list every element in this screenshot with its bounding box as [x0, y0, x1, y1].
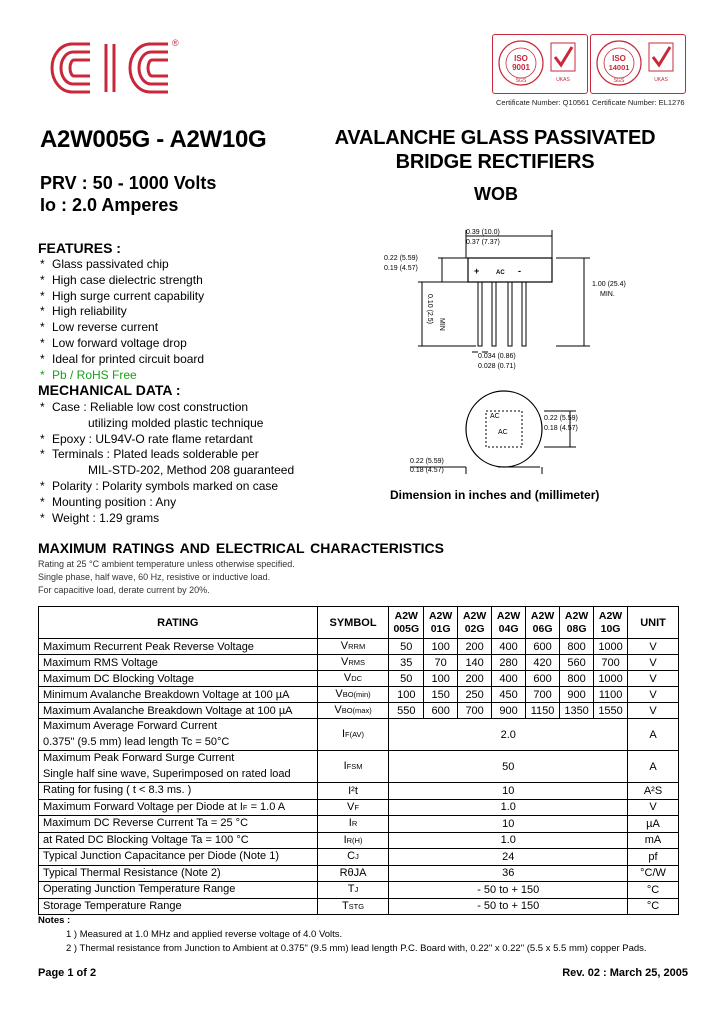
value-cell: 1350: [560, 703, 594, 719]
cert-caption-9001: Certificate Number: Q10561: [496, 98, 590, 107]
value-cell: - 50 to + 150: [389, 898, 628, 915]
table-row: [39, 703, 679, 719]
value-cell: 35: [389, 655, 424, 671]
rating-cell: [39, 898, 318, 915]
pol-plus: +: [474, 266, 480, 276]
rating-cell: [39, 751, 318, 783]
rating-line: at Rated DC Blocking Voltage Ta = 100 °C: [43, 833, 249, 846]
rating-line: Typical Thermal Resistance (Note 2): [43, 866, 221, 879]
value-cell: 150: [424, 687, 458, 703]
rating-cell: [39, 816, 318, 833]
table-row: [39, 799, 679, 816]
eic-logo: [50, 38, 182, 100]
symbol-subscript: J: [354, 885, 359, 895]
unit-cell: V: [628, 655, 679, 671]
rating-line: Typical Junction Capacitance per Diode (Note 1): [43, 850, 280, 862]
notes-section: [38, 914, 647, 956]
rating-cell: Maximum Recurrent Peak Reverse Voltage: [39, 639, 318, 655]
symbol-subscript: F: [354, 802, 359, 812]
list-item: utilizing molded plastic technique: [88, 415, 264, 430]
value-cell: 1000: [594, 671, 628, 687]
part-title: A2W005G - A2W10G: [40, 126, 267, 153]
iso9001-seal-icon: [493, 35, 586, 92]
unit-cell: V: [628, 703, 679, 719]
value-cell: 200: [458, 671, 492, 687]
dim-body-h2: MIN: [438, 318, 445, 331]
value-cell: 50: [389, 639, 424, 655]
value-cell: 700: [594, 655, 628, 671]
dim-r1: 0.22 (5.59): [544, 415, 578, 422]
value-cell: 1550: [594, 703, 628, 719]
pol-ac: AC: [496, 270, 505, 276]
symbol-subscript: BO(max): [341, 706, 372, 715]
table-row: [39, 751, 679, 783]
max-ratings-title: MAXIMUM RATINGS AND ELECTRICAL CHARACTERISTICS: [38, 540, 444, 556]
unit-cell: °C/W: [628, 865, 679, 882]
table-row: [39, 719, 679, 751]
value-cell: 420: [526, 655, 560, 671]
value-cell: 700: [526, 687, 560, 703]
dimension-caption: Dimension in inches and (millimeter): [390, 488, 600, 502]
dim-w1: 0.39 (10.0): [466, 229, 500, 236]
features-heading: FEATURES :: [38, 240, 121, 256]
dim-h2: 0.19 (4.57): [384, 265, 418, 272]
unit-cell: °C: [628, 898, 679, 915]
list-item: * Terminals : Plated leads solderable per: [38, 447, 294, 463]
rating-cell: [39, 799, 318, 816]
symbol-cell: IR(H): [317, 832, 389, 849]
value-cell: 900: [560, 687, 594, 703]
symbol-cell: VDC: [317, 671, 389, 687]
value-cell: 400: [492, 639, 526, 655]
symbol-cell: IR: [317, 816, 389, 833]
rating-line: Maximum Peak Forward Surge Current: [43, 752, 235, 764]
rating-cell: [39, 849, 318, 866]
unit-cell: mA: [628, 832, 679, 849]
list-item: * Case : Reliable low cost construction: [38, 400, 294, 416]
ratings-table: [38, 606, 679, 915]
value-cell: 700: [458, 703, 492, 719]
iso14001-seal-icon: [591, 35, 684, 92]
value-cell: 280: [492, 655, 526, 671]
unit-cell: V: [628, 799, 679, 816]
value-cell: 50: [389, 751, 628, 783]
svg-text:14001: 14001: [608, 63, 630, 72]
symbol-subscript: J: [355, 852, 359, 862]
list-item: * High reliability: [38, 304, 204, 320]
value-cell: 550: [389, 703, 424, 719]
header-part: A2W 06G: [526, 607, 560, 639]
header-unit: UNIT: [628, 607, 679, 639]
value-cell: 200: [458, 639, 492, 655]
unit-cell: V: [628, 639, 679, 655]
header-part: A2W 08G: [560, 607, 594, 639]
symbol-cell: VF: [317, 799, 389, 816]
unit-cell: A²S: [628, 783, 679, 800]
value-cell: 400: [492, 671, 526, 687]
value-cell: 600: [424, 703, 458, 719]
revision-date: Rev. 02 : March 25, 2005: [562, 967, 688, 979]
unit-cell: °C: [628, 882, 679, 899]
table-header-row: [39, 607, 679, 639]
value-cell: 10: [389, 816, 628, 833]
product-title-line2: BRIDGE RECTIFIERS: [395, 151, 595, 173]
dim-h1: 0.22 (5.59): [384, 255, 418, 262]
rating-line: Rating for fusing ( t < 8.3 ms. ): [43, 784, 192, 796]
value-cell: 1.0: [389, 832, 628, 849]
rating-note: Single phase, half wave, 60 Hz, resistive or inductive load.: [38, 572, 271, 582]
rating-line: 0.375" (9.5 mm) lead length Tc = 50°C: [43, 735, 230, 748]
value-cell: 70: [424, 655, 458, 671]
value-cell: 24: [389, 849, 628, 866]
prv-text: PRV : 50 - 1000 Volts: [40, 173, 217, 193]
mechanical-list: [38, 400, 294, 526]
value-cell: 450: [492, 687, 526, 703]
value-cell: 600: [526, 639, 560, 655]
max-ratings-notes: [38, 558, 295, 597]
table-row: [39, 639, 679, 655]
rating-cell: [39, 882, 318, 899]
symbol-subscript: STG: [348, 901, 365, 911]
rating-line: Storage Temperature Range: [43, 899, 182, 912]
dim-ld2: 0.028 (0.71): [478, 363, 516, 370]
symbol-subscript: DC: [351, 674, 363, 683]
rating-note: Rating at 25 °C ambient temperature unless otherwise specified.: [38, 559, 295, 569]
symbol-cell: IFSM: [317, 751, 389, 783]
unit-cell: A: [628, 751, 679, 783]
note-2: 2 ) Thermal resistance from Junction to Ambient at 0.375" (9.5 mm) lead length P.C. Board with, 0.22" x 0.22" (5.5 x 5.5 mm) copper Pads.: [66, 943, 647, 954]
list-item: * Weight : 1.29 grams: [38, 511, 294, 527]
value-cell: 800: [560, 639, 594, 655]
symbol-subscript: RMS: [348, 658, 366, 667]
value-cell: 900: [492, 703, 526, 719]
value-cell: 1150: [526, 703, 560, 719]
unit-cell: pf: [628, 849, 679, 866]
symbol-subscript: R(H): [346, 835, 363, 845]
product-title: [316, 126, 674, 174]
package-name: WOB: [474, 184, 518, 204]
list-item: * High surge current capability: [38, 289, 204, 305]
table-row: [39, 783, 679, 800]
symbol-subscript: BO(min): [342, 690, 371, 699]
symbol-cell: VBO(min): [317, 687, 389, 703]
table-row: [39, 849, 679, 866]
header-part: A2W 04G: [492, 607, 526, 639]
header-rating: RATING: [39, 607, 318, 639]
svg-text:UKAS: UKAS: [654, 77, 668, 83]
bottom-ac-top: AC: [490, 413, 500, 420]
rating-cell: [39, 719, 318, 751]
table-row: [39, 898, 679, 915]
dim-b1: 0.22 (5.59): [410, 458, 444, 465]
unit-cell: V: [628, 687, 679, 703]
table-row: [39, 882, 679, 899]
list-item-rohs: * Pb / RoHS Free: [38, 368, 204, 384]
symbol-subscript: RRM: [348, 642, 366, 651]
unit-cell: µA: [628, 816, 679, 833]
header-symbol: SYMBOL: [317, 607, 389, 639]
list-item: * High case dielectric strength: [38, 273, 204, 289]
svg-text:ISO: ISO: [612, 54, 626, 63]
value-cell: 560: [560, 655, 594, 671]
dim-body-h: 0.10 (2.5): [426, 294, 433, 324]
dim-lead2: MIN.: [600, 291, 615, 298]
io-text: Io : 2.0 Amperes: [40, 195, 179, 215]
value-cell: - 50 to + 150: [389, 882, 628, 899]
bottom-ac-mid: AC: [498, 429, 508, 436]
rating-line: Single half sine wave, Superimposed on rated load: [43, 767, 291, 780]
list-item: * Glass passivated chip: [38, 257, 204, 273]
page-number: Page 1 of 2: [38, 967, 97, 979]
rating-line: Maximum DC Reverse Current Ta = 25 °C: [43, 817, 249, 829]
ratings-summary: [40, 172, 216, 216]
list-item: * Ideal for printed circuit board: [38, 352, 204, 368]
unit-cell: A: [628, 719, 679, 751]
symbol-subscript: FSM: [346, 762, 363, 771]
table-row: [39, 671, 679, 687]
list-item: * Mounting position : Any: [38, 495, 294, 511]
svg-text:SGS: SGS: [515, 78, 527, 84]
value-cell: 2.0: [389, 719, 628, 751]
rating-line: Operating Junction Temperature Range: [43, 883, 236, 895]
table-row: [39, 832, 679, 849]
list-item: * Polarity : Polarity symbols marked on case: [38, 479, 294, 495]
value-cell: 1000: [594, 639, 628, 655]
iso9001-cert: [492, 34, 588, 94]
table-row: [39, 687, 679, 703]
value-cell: 250: [458, 687, 492, 703]
dim-lead1: 1.00 (25.4): [592, 281, 626, 288]
value-cell: 1100: [594, 687, 628, 703]
note-1: 1 ) Measured at 1.0 MHz and applied reverse voltage of 4.0 Volts.: [66, 929, 343, 940]
symbol-cell: VRMS: [317, 655, 389, 671]
list-item: * Low reverse current: [38, 320, 204, 336]
unit-cell: V: [628, 671, 679, 687]
rating-cell: Maximum DC Blocking Voltage: [39, 671, 318, 687]
rating-note: For capacitive load, derate current by 20%.: [38, 585, 210, 595]
table-row: [39, 865, 679, 882]
dim-ld1: 0.034 (0.86): [478, 353, 516, 360]
symbol-cell: IF(AV): [317, 719, 389, 751]
value-cell: 10: [389, 783, 628, 800]
header-part: A2W 01G: [424, 607, 458, 639]
symbol-cell: CJ: [317, 849, 389, 866]
rating-cell: Maximum RMS Voltage: [39, 655, 318, 671]
header-part: A2W 10G: [594, 607, 628, 639]
svg-text:ISO: ISO: [514, 54, 528, 63]
symbol-cell: RθJA: [317, 865, 389, 882]
symbol-cell: I²t: [317, 783, 389, 800]
value-cell: 100: [424, 671, 458, 687]
product-title-line1: AVALANCHE GLASS PASSIVATED: [334, 127, 656, 149]
value-cell: 100: [389, 687, 424, 703]
features-list: [38, 257, 204, 383]
list-item: MIL-STD-202, Method 208 guaranteed: [88, 463, 295, 478]
value-cell: 100: [424, 639, 458, 655]
value-cell: 600: [526, 671, 560, 687]
list-item: * Low forward voltage drop: [38, 336, 204, 352]
svg-text:SGS: SGS: [613, 78, 625, 84]
wob-package-drawing: [380, 222, 700, 484]
rating-line: Maximum Forward Voltage per Diode at IF = 1.0 A: [43, 800, 286, 813]
cert-caption-14001: Certificate Number: EL1276: [592, 98, 685, 107]
dim-r2: 0.18 (4.57): [544, 425, 578, 432]
svg-text:UKAS: UKAS: [556, 77, 570, 83]
table-row: [39, 655, 679, 671]
rating-cell: [39, 783, 318, 800]
value-cell: 1.0: [389, 799, 628, 816]
value-cell: 140: [458, 655, 492, 671]
value-cell: 50: [389, 671, 424, 687]
symbol-subscript: F(AV): [345, 730, 365, 739]
rating-cell: Minimum Avalanche Breakdown Voltage at 100 µA: [39, 687, 318, 703]
iso14001-cert: [590, 34, 686, 94]
registered-mark: ®: [172, 38, 179, 48]
header-part: A2W 005G: [389, 607, 424, 639]
dim-w2: 0.37 (7.37): [466, 239, 500, 246]
rating-cell: Maximum Avalanche Breakdown Voltage at 100 µA: [39, 703, 318, 719]
header-part: A2W 02G: [458, 607, 492, 639]
value-cell: 800: [560, 671, 594, 687]
symbol-cell: VBO(max): [317, 703, 389, 719]
table-row: [39, 816, 679, 833]
mechanical-heading: MECHANICAL DATA :: [38, 382, 181, 398]
dim-b2: 0.18 (4.57): [410, 467, 444, 474]
pol-minus: -: [518, 266, 521, 276]
rating-cell: [39, 865, 318, 882]
symbol-cell: TSTG: [317, 898, 389, 915]
symbol-subscript: R: [351, 819, 358, 829]
notes-heading: Notes :: [38, 915, 71, 926]
rating-cell: [39, 832, 318, 849]
symbol-cell: VRRM: [317, 639, 389, 655]
value-cell: 36: [389, 865, 628, 882]
symbol-cell: TJ: [317, 882, 389, 899]
svg-text:9001: 9001: [512, 63, 530, 72]
rating-line: Maximum Average Forward Current: [43, 720, 218, 732]
list-item: * Epoxy : UL94V-O rate flame retardant: [38, 432, 294, 448]
